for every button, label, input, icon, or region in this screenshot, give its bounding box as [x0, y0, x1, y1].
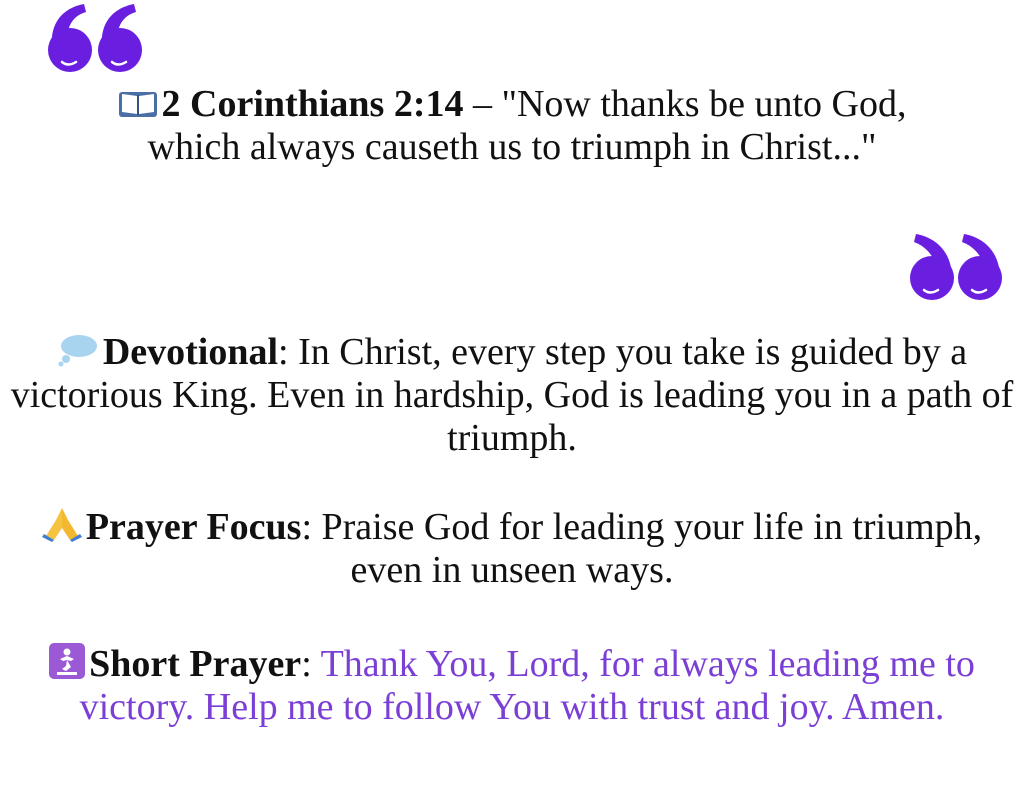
- devotional-colon: :: [278, 331, 299, 373]
- short-prayer-text: Thank You, Lord, for always leading me to victory. Help me to follow You with trust and joy. Amen.: [79, 643, 975, 728]
- verse-block: [0, 83, 1024, 169]
- devotional-text: In Christ, every step you take is guided by a victorious King. Even in hardship, God is leading you in a path of triumph.: [10, 331, 1014, 459]
- praying-hands-icon: [42, 506, 82, 542]
- thought-bubble-icon: [57, 333, 99, 367]
- verse-reference: 2 Corinthians 2:14: [161, 83, 464, 125]
- prayer-focus-text: Praise God for leading your life in triumph, even in unseen ways.: [321, 506, 983, 591]
- short-prayer-colon: :: [301, 643, 321, 685]
- place-of-worship-icon: [49, 643, 85, 679]
- left-double-quote-icon: [46, 2, 146, 76]
- prayer-focus-block: [0, 506, 1024, 592]
- verse-separator: –: [463, 83, 502, 125]
- open-book-icon: [118, 89, 158, 119]
- prayer-focus-colon: :: [301, 506, 322, 548]
- short-prayer-block: [0, 643, 1024, 729]
- devotional-label: Devotional: [102, 331, 279, 373]
- short-prayer-label: Short Prayer: [89, 643, 302, 685]
- devotional-block: [0, 331, 1024, 460]
- prayer-focus-label: Prayer Focus: [85, 506, 302, 548]
- verse-text: "Now thanks be unto God, which always causeth us to triumph in Christ...": [147, 83, 907, 168]
- right-double-quote-icon: [908, 228, 1004, 304]
